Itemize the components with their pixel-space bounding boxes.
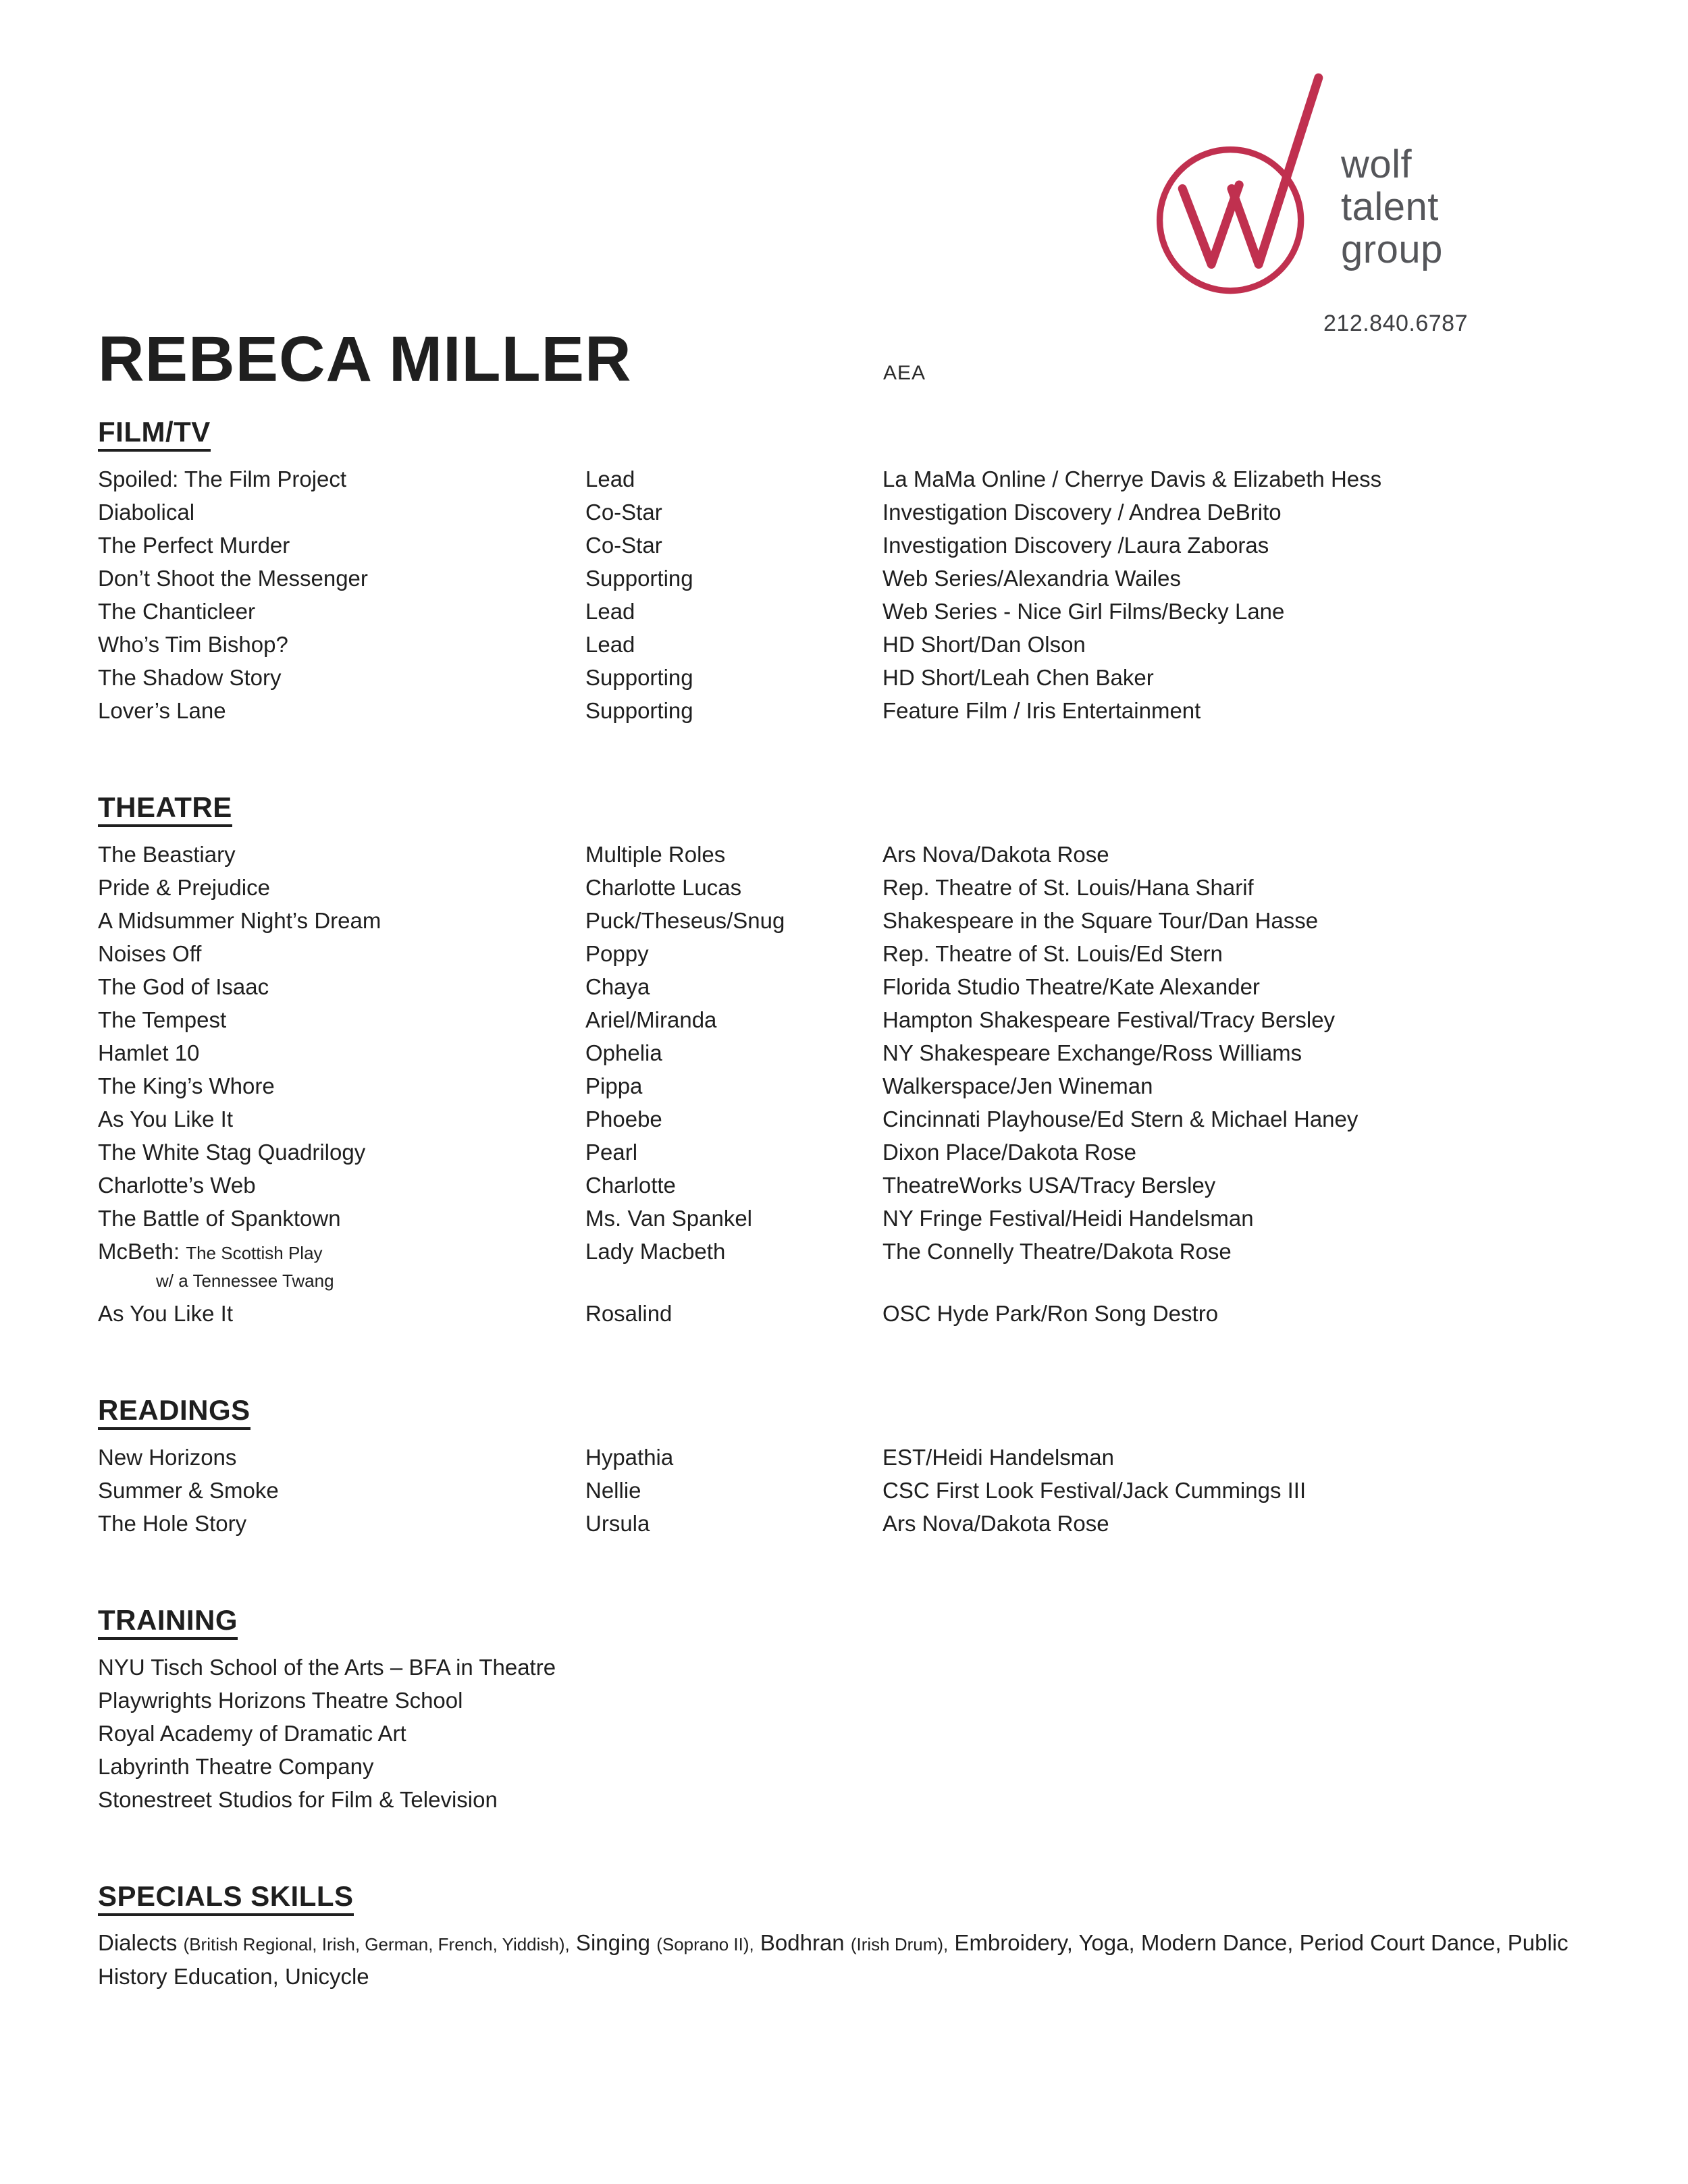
credit-role: Co-Star — [585, 500, 662, 525]
credit-role: Ophelia — [585, 1040, 662, 1065]
training-item: Royal Academy of Dramatic Art — [98, 1721, 406, 1746]
credit-title: Who’s Tim Bishop? — [98, 632, 288, 657]
credit-row — [98, 1069, 1590, 1102]
credit-company: Rep. Theatre of St. Louis/Hana Sharif — [882, 875, 1254, 900]
credit-role: Charlotte Lucas — [585, 875, 742, 900]
credit-role: Chaya — [585, 974, 650, 999]
credit-title-subline: w/ a Tennessee Twang — [156, 1271, 334, 1291]
union-affiliation: AEA — [883, 362, 926, 384]
skills-segment: (Irish Drum), — [850, 1934, 949, 1954]
credit-row — [98, 1102, 1590, 1136]
credit-title: The Beastiary — [98, 842, 236, 867]
credit-row — [98, 1507, 1590, 1540]
credit-role: Pippa — [585, 1073, 643, 1098]
credit-row — [98, 562, 1590, 595]
brand-line-group: group — [1341, 228, 1443, 271]
credit-role: Supporting — [585, 665, 693, 690]
credit-company: Investigation Discovery / Andrea DeBrito — [882, 500, 1282, 525]
credit-row — [98, 1235, 1590, 1297]
credit-row — [98, 1003, 1590, 1036]
theatre-credits-table — [98, 838, 1590, 1330]
credit-title: The Shadow Story — [98, 665, 282, 690]
skills-segment: (British Regional, Irish, German, French, Yiddish), — [183, 1934, 570, 1954]
credit-company: NY Fringe Festival/Heidi Handelsman — [882, 1206, 1254, 1231]
credit-role: Charlotte — [585, 1173, 676, 1198]
credit-title: The King’s Whore — [98, 1073, 275, 1098]
credit-row — [98, 496, 1590, 529]
credit-company: EST/Heidi Handelsman — [882, 1445, 1114, 1470]
credit-title: Spoiled: The Film Project — [98, 467, 347, 491]
credit-row — [98, 1136, 1590, 1169]
brand-line-wolf: wolf — [1341, 142, 1413, 186]
credit-title: The God of Isaac — [98, 974, 269, 999]
actor-name: REBECA MILLER — [98, 323, 632, 395]
credit-row — [98, 462, 1590, 496]
credit-role: Lead — [585, 599, 635, 624]
credit-company: Shakespeare in the Square Tour/Dan Hasse — [882, 908, 1319, 933]
credit-company: CSC First Look Festival/Jack Cummings III — [882, 1478, 1307, 1503]
credit-row — [98, 904, 1590, 937]
credit-role: Puck/Theseus/Snug — [585, 908, 785, 933]
credit-company: Hampton Shakespeare Festival/Tracy Bersley — [882, 1007, 1336, 1032]
credit-title: The Battle of Spanktown — [98, 1206, 341, 1231]
credit-title: Don’t Shoot the Messenger — [98, 566, 368, 591]
credit-title: The White Stag Quadrilogy — [98, 1140, 366, 1165]
training-item: Stonestreet Studios for Film & Television — [98, 1787, 498, 1812]
credit-company: HD Short/Leah Chen Baker — [882, 665, 1154, 690]
credit-row — [98, 661, 1590, 694]
section-title-theatre: THEATRE — [98, 791, 232, 827]
credit-company: Dixon Place/Dakota Rose — [882, 1140, 1137, 1165]
credit-company: The Connelly Theatre/Dakota Rose — [882, 1239, 1232, 1264]
section-title-readings: READINGS — [98, 1394, 250, 1430]
credit-row — [98, 1441, 1590, 1474]
training-list — [98, 1651, 1590, 1816]
credit-company: Florida Studio Theatre/Kate Alexander — [882, 974, 1260, 999]
credit-role: Lady Macbeth — [585, 1239, 726, 1264]
credit-role: Lead — [585, 632, 635, 657]
section-film-tv — [98, 416, 1590, 727]
credit-role: Nellie — [585, 1478, 641, 1503]
skills-segment: Embroidery, Yoga, Modern Dance, Period Court Dance, Public History Education, Unicycle — [98, 1930, 1568, 1989]
credit-role: Pearl — [585, 1140, 638, 1165]
credit-role: Supporting — [585, 698, 693, 723]
credit-title: Pride & Prejudice — [98, 875, 270, 900]
credit-title: Lover’s Lane — [98, 698, 226, 723]
credit-row — [98, 970, 1590, 1003]
credit-role: Supporting — [585, 566, 693, 591]
skills-paragraph — [98, 1927, 1570, 1992]
skills-segment: Bodhran — [754, 1930, 851, 1955]
credit-title: Summer & Smoke — [98, 1478, 279, 1503]
credit-role: Hypathia — [585, 1445, 674, 1470]
credit-company: Web Series/Alexandria Wailes — [882, 566, 1182, 591]
credit-row — [98, 628, 1590, 661]
credit-title: The Tempest — [98, 1007, 227, 1032]
credit-title: Hamlet 10 — [98, 1040, 200, 1065]
credit-company: Ars Nova/Dakota Rose — [882, 842, 1109, 867]
credit-row — [98, 529, 1590, 562]
credit-company: Cincinnati Playhouse/Ed Stern & Michael Haney — [882, 1107, 1359, 1131]
credit-row — [98, 937, 1590, 970]
skills-segment: Singing — [569, 1930, 657, 1955]
brand-line-talent: talent — [1341, 185, 1439, 229]
credit-role: Lead — [585, 467, 635, 491]
phone-number: 212.840.6787 — [1323, 311, 1468, 336]
credit-row — [98, 694, 1590, 727]
training-item: Labyrinth Theatre Company — [98, 1754, 374, 1779]
skills-segment: Dialects — [98, 1930, 184, 1955]
credit-role: Co-Star — [585, 533, 662, 558]
credit-company: Web Series - Nice Girl Films/Becky Lane — [882, 599, 1285, 624]
credit-title: Charlotte’s Web — [98, 1173, 256, 1198]
credit-company: HD Short/Dan Olson — [882, 632, 1086, 657]
credit-role: Ursula — [585, 1511, 650, 1536]
credit-title: Diabolical — [98, 500, 195, 525]
training-item: Playwrights Horizons Theatre School — [98, 1688, 463, 1713]
credit-title: Noises Off — [98, 941, 202, 966]
credit-title: As You Like It — [98, 1107, 233, 1131]
training-item: NYU Tisch School of the Arts – BFA in Theatre — [98, 1655, 556, 1680]
readings-credits-table — [98, 1441, 1590, 1540]
credit-row — [98, 595, 1590, 628]
section-training — [98, 1604, 1590, 1816]
credit-row — [98, 871, 1590, 904]
section-special-skills — [98, 1880, 1590, 1992]
credit-role: Poppy — [585, 941, 649, 966]
credit-row — [98, 1202, 1590, 1235]
credit-title: The Perfect Murder — [98, 533, 290, 558]
resume-content — [98, 0, 1590, 1992]
skills-segment: (Soprano II), — [656, 1934, 754, 1954]
credit-role: Phoebe — [585, 1107, 662, 1131]
credit-title: McBeth: The Scottish Play w/ a Tennessee Twang — [98, 1235, 585, 1297]
credit-title: The Hole Story — [98, 1511, 247, 1536]
credit-title: The Chanticleer — [98, 599, 255, 624]
credit-company: La MaMa Online / Cherrye Davis & Elizabeth Hess — [882, 467, 1382, 491]
credit-company: Feature Film / Iris Entertainment — [882, 698, 1201, 723]
section-title-special-skills: SPECIALS SKILLS — [98, 1880, 354, 1916]
credit-title: New Horizons — [98, 1445, 237, 1470]
credit-row — [98, 838, 1590, 871]
credit-title: A Midsummer Night’s Dream — [98, 908, 381, 933]
credit-company: OSC Hyde Park/Ron Song Destro — [882, 1301, 1219, 1326]
credit-company: Walkerspace/Jen Wineman — [882, 1073, 1153, 1098]
credit-role: Ms. Van Spankel — [585, 1206, 753, 1231]
credit-company: Ars Nova/Dakota Rose — [882, 1511, 1109, 1536]
credit-role: Rosalind — [585, 1301, 672, 1326]
section-theatre — [98, 791, 1590, 1330]
name-row — [98, 323, 1590, 396]
credit-company: Investigation Discovery /Laura Zaboras — [882, 533, 1269, 558]
credit-company: Rep. Theatre of St. Louis/Ed Stern — [882, 941, 1223, 966]
section-readings — [98, 1394, 1590, 1540]
credit-row — [98, 1474, 1590, 1507]
credit-row — [98, 1036, 1590, 1069]
credit-role: Ariel/Miranda — [585, 1007, 717, 1032]
section-title-film-tv: FILM/TV — [98, 416, 211, 452]
credit-company: NY Shakespeare Exchange/Ross Williams — [882, 1040, 1302, 1065]
credit-row — [98, 1297, 1590, 1330]
credit-company: TheatreWorks USA/Tracy Bersley — [882, 1173, 1216, 1198]
section-title-training: TRAINING — [98, 1604, 238, 1640]
credit-row — [98, 1169, 1590, 1202]
film-tv-credits-table — [98, 462, 1590, 727]
credit-title: As You Like It — [98, 1301, 233, 1326]
credit-role: Multiple Roles — [585, 842, 726, 867]
